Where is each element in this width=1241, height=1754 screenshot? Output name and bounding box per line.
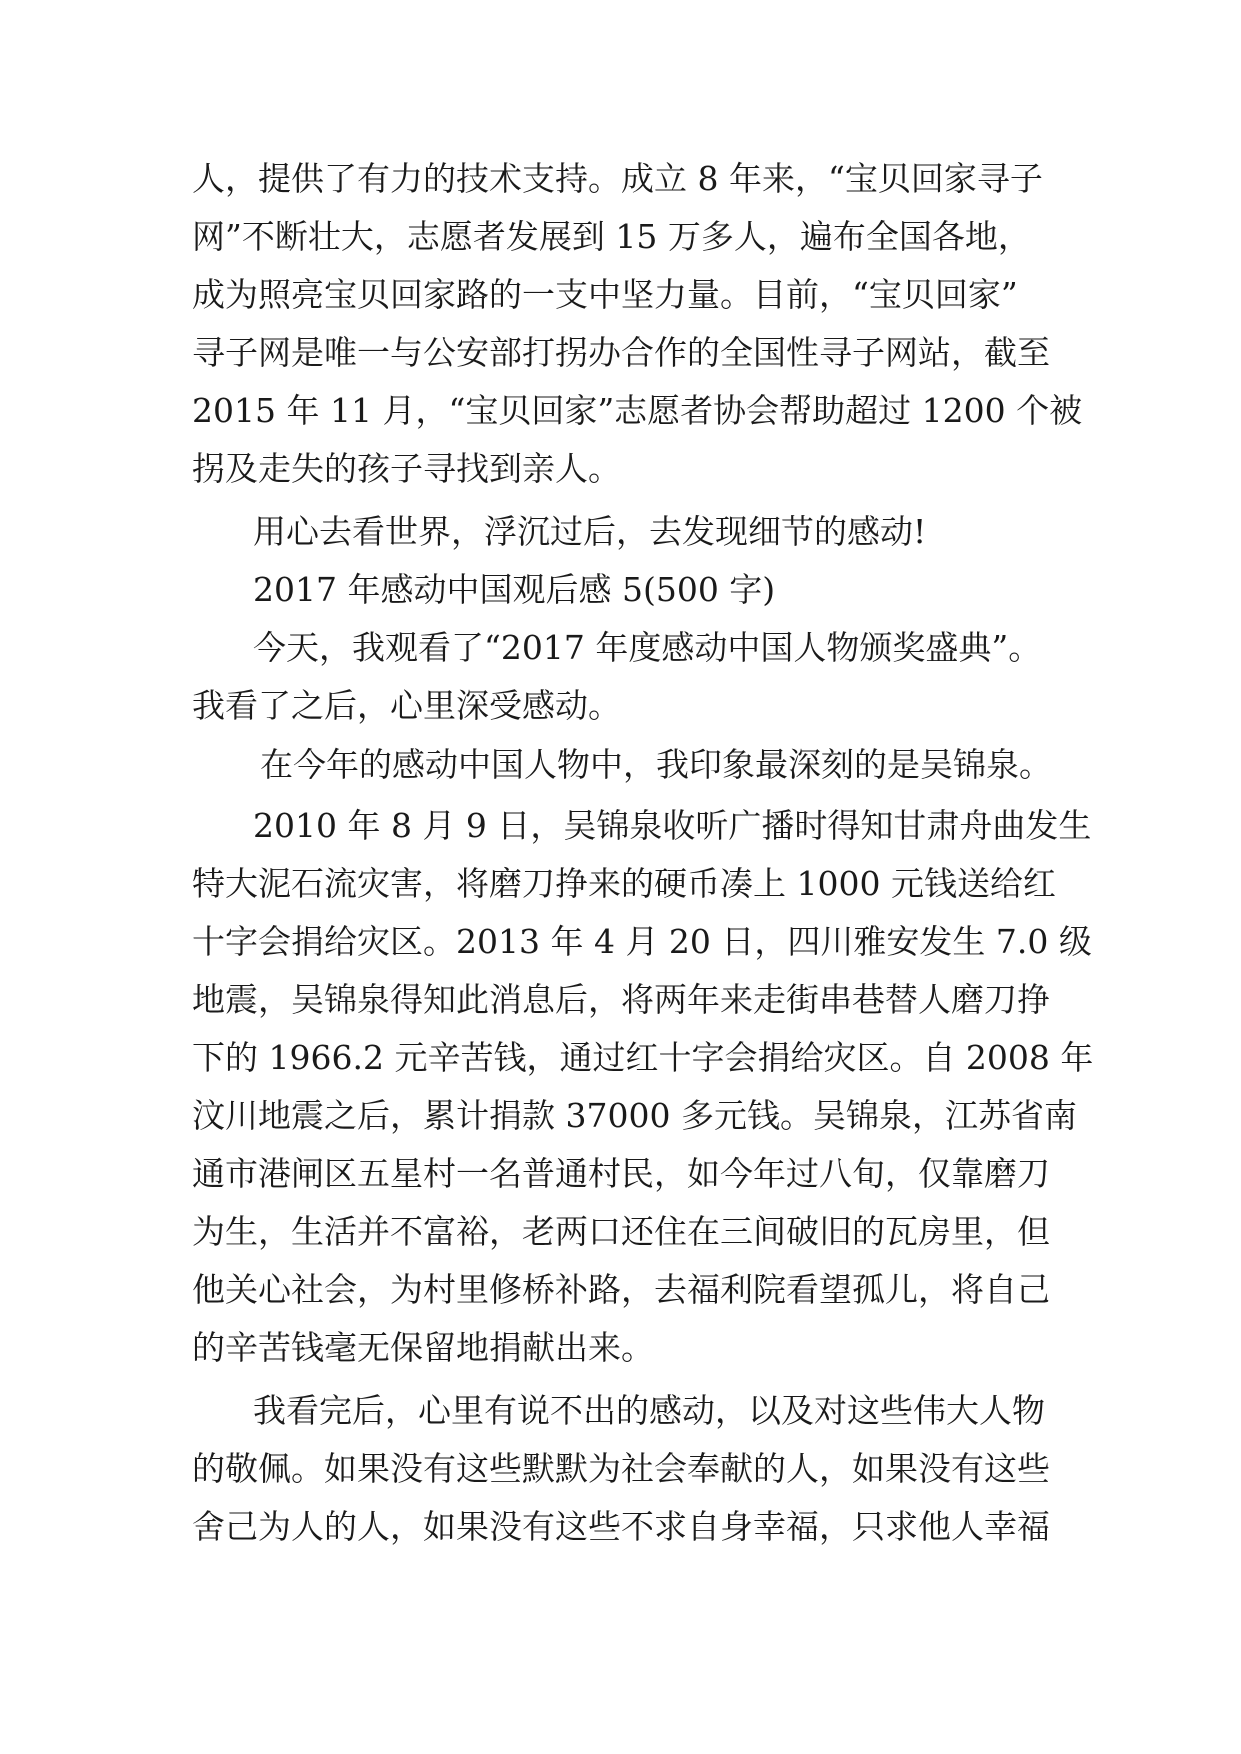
text-line: 拐及走失的孩子寻找到亲人。 (192, 449, 621, 488)
text-line: 网”不断壮大，志愿者发展到 15 万多人，遍布全国各地， (192, 217, 1031, 256)
text-line: 2015 年 11 月，“宝贝回家”志愿者协会帮助超过 1200 个被 (192, 391, 1083, 430)
section-heading: 2017 年感动中国观后感 5(500 字) (253, 570, 776, 609)
text-line: 的辛苦钱毫无保留地捐献出来。 (192, 1328, 654, 1367)
text-line: 为生，生活并不富裕，老两口还住在三间破旧的瓦房里，但 (192, 1212, 1050, 1251)
text-line: 用心去看世界，浮沉过后，去发现细节的感动! (253, 512, 927, 551)
text-line: 舍己为人的人，如果没有这些不求自身幸福，只求他人幸福 (192, 1507, 1050, 1546)
text-line: 今天，我观看了“2017 年度感动中国人物颁奖盛典”。 (253, 628, 1042, 667)
text-line: 他关心社会，为村里修桥补路，去福利院看望孤儿，将自己 (192, 1270, 1050, 1309)
text-line: 寻子网是唯一与公安部打拐办合作的全国性寻子网站，截至 (192, 333, 1050, 372)
text-line: 我看了之后，心里深受感动。 (192, 686, 621, 725)
text-line: 汶川地震之后，累计捐款 37000 多元钱。吴锦泉，江苏省南 (192, 1096, 1077, 1135)
text-line: 成为照亮宝贝回家路的一支中坚力量。目前，“宝贝回家” (192, 275, 1018, 314)
text-line: 十字会捐给灾区。2013 年 4 月 20 日，四川雅安发生 7.0 级 (192, 922, 1092, 961)
text-line: 我看完后，心里有说不出的感动，以及对这些伟大人物 (253, 1391, 1045, 1430)
text-line: 地震，吴锦泉得知此消息后，将两年来走街串巷替人磨刀挣 (192, 980, 1050, 1019)
text-line: 人，提供了有力的技术支持。成立 8 年来，“宝贝回家寻子 (192, 159, 1043, 198)
text-line: 特大泥石流灾害，将磨刀挣来的硬币凑上 1000 元钱送给红 (192, 864, 1056, 903)
text-line: 2010 年 8 月 9 日，吴锦泉收听广播时得知甘肃舟曲发生 (253, 806, 1092, 845)
text-line: 下的 1966.2 元辛苦钱，通过红十字会捐给灾区。自 2008 年 (192, 1038, 1094, 1077)
text-line: 的敬佩。如果没有这些默默为社会奉献的人，如果没有这些 (192, 1449, 1050, 1488)
text-line: 在今年的感动中国人物中，我印象最深刻的是吴锦泉。 (260, 745, 1052, 784)
text-line: 通市港闸区五星村一名普通村民，如今年过八旬，仅靠磨刀 (192, 1154, 1050, 1193)
